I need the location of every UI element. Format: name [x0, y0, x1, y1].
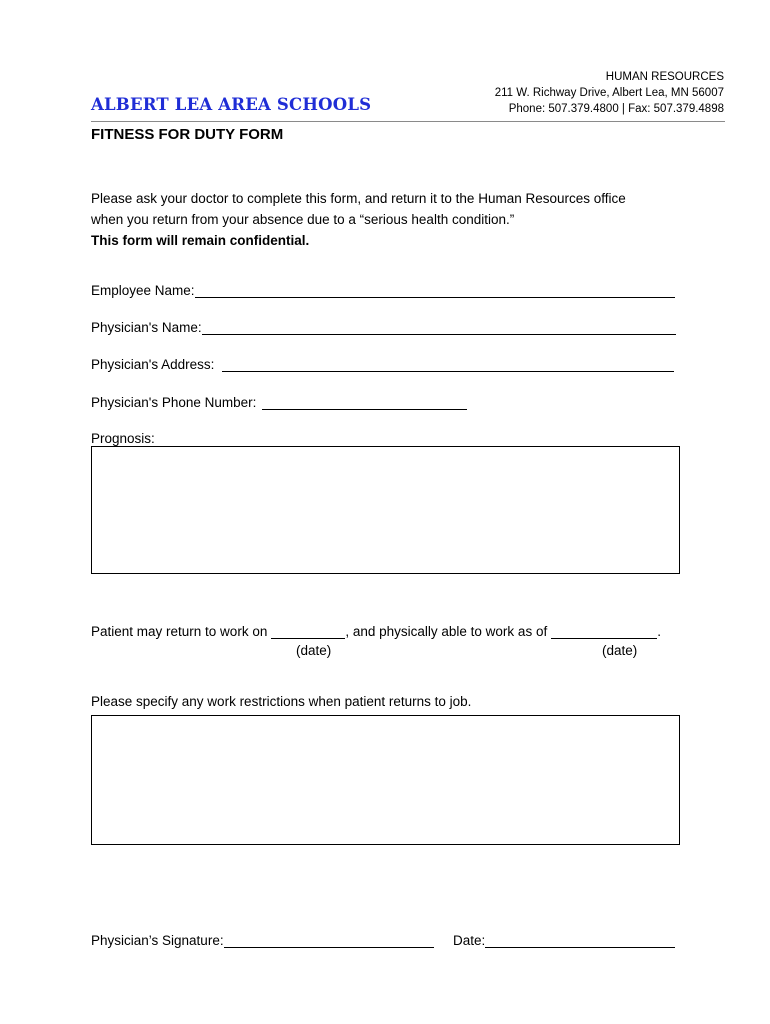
restrictions-textarea[interactable]: [92, 716, 679, 844]
form-title: FITNESS FOR DUTY FORM: [91, 126, 284, 143]
physician-phone-row: [91, 394, 467, 410]
return-text-1: Patient may return to work on: [91, 624, 268, 639]
intro-line-2: when you return from your absence due to a “serious health condition.”: [91, 212, 515, 227]
employee-name-label: Employee Name:: [91, 283, 195, 298]
signature-row: [91, 932, 434, 948]
physician-address-input[interactable]: [222, 356, 674, 372]
signature-date-row: [453, 932, 675, 948]
physician-address-row: [91, 356, 674, 372]
hr-address: 211 W. Richway Drive, Albert Lea, MN 56007: [494, 87, 724, 99]
intro-text: [91, 188, 711, 251]
physician-phone-label: Physician's Phone Number:: [91, 395, 257, 410]
employee-name-row: [91, 282, 675, 298]
prognosis-textarea[interactable]: [92, 447, 679, 573]
prognosis-box[interactable]: [91, 446, 680, 574]
return-text-3: .: [657, 624, 661, 639]
confidential-note: This form will remain confidential.: [91, 233, 310, 248]
signature-input[interactable]: [224, 932, 434, 948]
restrictions-box[interactable]: [91, 715, 680, 845]
restrictions-label: Please specify any work restrictions when patient returns to job.: [91, 694, 472, 709]
return-date-input[interactable]: [271, 623, 345, 639]
prognosis-label: Prognosis:: [91, 431, 155, 446]
physician-phone-input[interactable]: [262, 394, 467, 410]
able-date-caption: (date): [602, 643, 638, 658]
header-divider: [91, 121, 725, 122]
return-text-2: , and physically able to work as of: [345, 624, 548, 639]
signature-date-input[interactable]: [485, 932, 675, 948]
physician-name-label: Physician's Name:: [91, 320, 202, 335]
return-to-work-row: [91, 623, 661, 639]
hr-contact-block: [424, 69, 724, 117]
intro-line-1: Please ask your doctor to complete this form, and return it to the Human Resources office: [91, 191, 626, 206]
physician-name-row: [91, 319, 676, 335]
able-to-work-date-input[interactable]: [551, 623, 657, 639]
signature-date-label: Date:: [453, 933, 486, 948]
employee-name-input[interactable]: [195, 282, 675, 298]
school-name: ALBERT LEA AREA SCHOOLS: [91, 95, 372, 114]
physician-name-input[interactable]: [202, 319, 676, 335]
hr-department: HUMAN RESOURCES: [605, 71, 724, 83]
hr-contact: Phone: 507.379.4800 | Fax: 507.379.4898: [508, 103, 724, 115]
return-date-caption: (date): [296, 643, 332, 658]
physician-address-label: Physician's Address:: [91, 357, 215, 372]
signature-label: Physician’s Signature:: [91, 933, 224, 948]
